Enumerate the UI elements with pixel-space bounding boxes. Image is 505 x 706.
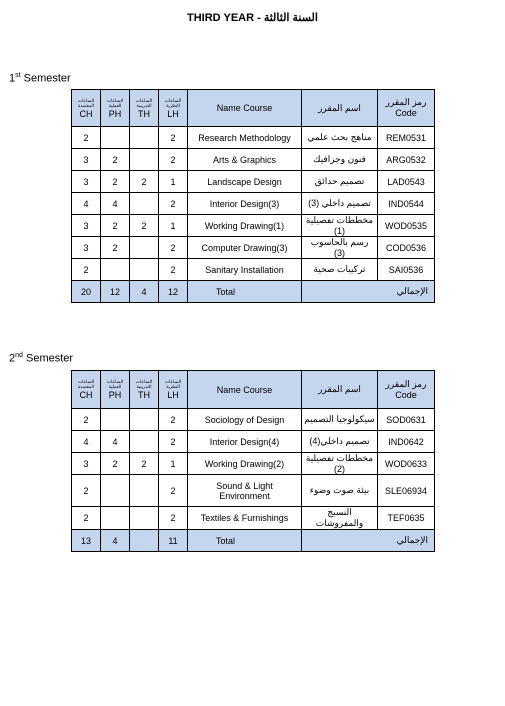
table-row bbox=[72, 193, 435, 215]
total-label: Total bbox=[188, 530, 302, 552]
cell-th bbox=[130, 259, 159, 281]
table-row bbox=[72, 149, 435, 171]
table-header-row bbox=[72, 371, 435, 409]
cell-th bbox=[130, 149, 159, 171]
cell-ch: 3 bbox=[72, 171, 101, 193]
table-row bbox=[72, 171, 435, 193]
cell-ch: 2 bbox=[72, 475, 101, 507]
cell-course-name: Interior Design(4) bbox=[188, 431, 302, 453]
cell-th bbox=[130, 431, 159, 453]
cell-th bbox=[130, 409, 159, 431]
cell-ph: 2 bbox=[101, 149, 130, 171]
cell-lh: 2 bbox=[159, 237, 188, 259]
cell-ph bbox=[101, 507, 130, 530]
header-name-course: Name Course bbox=[188, 371, 302, 409]
total-lh: 11 bbox=[159, 530, 188, 552]
cell-course-code: IND0642 bbox=[378, 431, 435, 453]
cell-course-name: Working Drawing(2) bbox=[188, 453, 302, 475]
cell-th bbox=[130, 193, 159, 215]
cell-course-name-ar: بيئة صوت وضوء bbox=[302, 475, 378, 507]
cell-ch: 3 bbox=[72, 237, 101, 259]
table-row bbox=[72, 237, 435, 259]
cell-course-name-ar: مخططات تفصيلية (1) bbox=[302, 215, 378, 237]
cell-ph bbox=[101, 409, 130, 431]
cell-ch: 3 bbox=[72, 149, 101, 171]
cell-course-name-ar: مناهج بحث علمي bbox=[302, 127, 378, 149]
cell-course-name: Sanitary Installation bbox=[188, 259, 302, 281]
total-ch: 13 bbox=[72, 530, 101, 552]
cell-ph bbox=[101, 475, 130, 507]
cell-course-code: COD0536 bbox=[378, 237, 435, 259]
cell-course-name-ar: رسم بالحاسوب (3) bbox=[302, 237, 378, 259]
table-total-row bbox=[72, 530, 435, 552]
cell-ch: 3 bbox=[72, 215, 101, 237]
cell-ch: 2 bbox=[72, 507, 101, 530]
header-code: رمز المقرر Code bbox=[378, 90, 435, 127]
cell-ph: 2 bbox=[101, 215, 130, 237]
semester-suffix: st bbox=[15, 72, 21, 79]
cell-course-code: SLE06934 bbox=[378, 475, 435, 507]
cell-lh: 2 bbox=[159, 149, 188, 171]
header-th: الساعات التدريبية TH bbox=[130, 90, 159, 127]
header-th: الساعات التدريبية TH bbox=[130, 371, 159, 409]
cell-th bbox=[130, 475, 159, 507]
cell-course-name-ar: فنون وجرافيك bbox=[302, 149, 378, 171]
cell-course-name-ar: النسيج والمفروشات bbox=[302, 507, 378, 530]
table-header-row bbox=[72, 90, 435, 127]
cell-ch: 4 bbox=[72, 431, 101, 453]
cell-lh: 1 bbox=[159, 215, 188, 237]
semester-number: 2 bbox=[9, 352, 16, 365]
cell-ch: 3 bbox=[72, 453, 101, 475]
cell-ph: 2 bbox=[101, 237, 130, 259]
table-row bbox=[72, 215, 435, 237]
cell-course-name-ar: تركيبات صحية bbox=[302, 259, 378, 281]
cell-course-code: SOD0631 bbox=[378, 409, 435, 431]
cell-lh: 2 bbox=[159, 507, 188, 530]
total-th bbox=[130, 530, 159, 552]
semester-suffix: nd bbox=[15, 352, 23, 359]
cell-th bbox=[130, 127, 159, 149]
cell-ph: 2 bbox=[101, 171, 130, 193]
cell-course-name: Sound & Light Environment bbox=[188, 475, 302, 507]
total-ph: 12 bbox=[101, 281, 130, 303]
cell-lh: 2 bbox=[159, 259, 188, 281]
header-lh: الساعات النظرية LH bbox=[159, 90, 188, 127]
semester-1-label bbox=[9, 72, 71, 85]
table-row bbox=[72, 127, 435, 149]
cell-ph bbox=[101, 127, 130, 149]
total-ch: 20 bbox=[72, 281, 101, 303]
cell-lh: 2 bbox=[159, 193, 188, 215]
header-name-ar: اسم المقرر bbox=[302, 371, 378, 409]
cell-ch: 2 bbox=[72, 409, 101, 431]
total-lh: 12 bbox=[159, 281, 188, 303]
cell-course-code: WOD0535 bbox=[378, 215, 435, 237]
header-ch: الساعات المعتمدة CH bbox=[72, 371, 101, 409]
header-ph: الساعات العملية PH bbox=[101, 371, 130, 409]
cell-course-name-ar: تصميم داخلي (3) bbox=[302, 193, 378, 215]
table-row bbox=[72, 507, 435, 530]
header-ch: الساعات المعتمدة CH bbox=[72, 90, 101, 127]
cell-lh: 2 bbox=[159, 475, 188, 507]
cell-course-code: LAD0543 bbox=[378, 171, 435, 193]
table-row bbox=[72, 475, 435, 507]
cell-course-name: Working Drawing(1) bbox=[188, 215, 302, 237]
cell-course-name: Research Methodology bbox=[188, 127, 302, 149]
cell-lh: 2 bbox=[159, 409, 188, 431]
cell-course-name: Arts & Graphics bbox=[188, 149, 302, 171]
header-name-ar: اسم المقرر bbox=[302, 90, 378, 127]
cell-course-name-ar: مخططات تفصيلية (2) bbox=[302, 453, 378, 475]
cell-course-name: Textiles & Furnishings bbox=[188, 507, 302, 530]
cell-course-name-ar: تصميم حدائق bbox=[302, 171, 378, 193]
semester-word: Semester bbox=[23, 72, 71, 85]
table-row bbox=[72, 431, 435, 453]
total-label-ar: الإجمالي bbox=[302, 530, 435, 552]
cell-lh: 2 bbox=[159, 431, 188, 453]
cell-course-name-ar: سيكولوجيا التصميم bbox=[302, 409, 378, 431]
header-lh: الساعات النظرية LH bbox=[159, 371, 188, 409]
cell-course-code: TEF0635 bbox=[378, 507, 435, 530]
semester-1-table bbox=[71, 89, 435, 303]
cell-course-code: IND0544 bbox=[378, 193, 435, 215]
cell-ch: 4 bbox=[72, 193, 101, 215]
header-name-course: Name Course bbox=[188, 90, 302, 127]
table-row bbox=[72, 453, 435, 475]
semester-word: Semester bbox=[25, 352, 74, 365]
cell-course-name: Interior Design(3) bbox=[188, 193, 302, 215]
cell-ph: 4 bbox=[101, 431, 130, 453]
cell-course-code: ARG0532 bbox=[378, 149, 435, 171]
total-ph: 4 bbox=[101, 530, 130, 552]
cell-course-name: Sociology of Design bbox=[188, 409, 302, 431]
cell-course-code: WOD0633 bbox=[378, 453, 435, 475]
total-label: Total bbox=[188, 281, 302, 303]
table-row bbox=[72, 409, 435, 431]
cell-th bbox=[130, 237, 159, 259]
cell-course-name: Computer Drawing(3) bbox=[188, 237, 302, 259]
semester-number: 1 bbox=[9, 72, 16, 85]
cell-course-code: REM0531 bbox=[378, 127, 435, 149]
cell-ch: 2 bbox=[72, 259, 101, 281]
cell-lh: 2 bbox=[159, 127, 188, 149]
cell-ph bbox=[101, 259, 130, 281]
total-label-ar: الإجمالي bbox=[302, 281, 435, 303]
cell-lh: 1 bbox=[159, 171, 188, 193]
page-title: THIRD YEAR - السنة الثالثة bbox=[187, 12, 318, 24]
table-total-row bbox=[72, 281, 435, 303]
semester-2-label bbox=[9, 352, 73, 365]
cell-ch: 2 bbox=[72, 127, 101, 149]
header-ph: الساعات العملية PH bbox=[101, 90, 130, 127]
cell-th: 2 bbox=[130, 215, 159, 237]
semester-2-table bbox=[71, 370, 435, 552]
cell-ph: 2 bbox=[101, 453, 130, 475]
cell-th: 2 bbox=[130, 171, 159, 193]
cell-course-code: SAI0536 bbox=[378, 259, 435, 281]
header-code: رمز المقرر Code bbox=[378, 371, 435, 409]
cell-th bbox=[130, 507, 159, 530]
cell-ph: 4 bbox=[101, 193, 130, 215]
cell-course-name-ar: تصميم داخلي(4) bbox=[302, 431, 378, 453]
total-th: 4 bbox=[130, 281, 159, 303]
cell-th: 2 bbox=[130, 453, 159, 475]
cell-course-name: Landscape Design bbox=[188, 171, 302, 193]
cell-lh: 1 bbox=[159, 453, 188, 475]
table-row bbox=[72, 259, 435, 281]
